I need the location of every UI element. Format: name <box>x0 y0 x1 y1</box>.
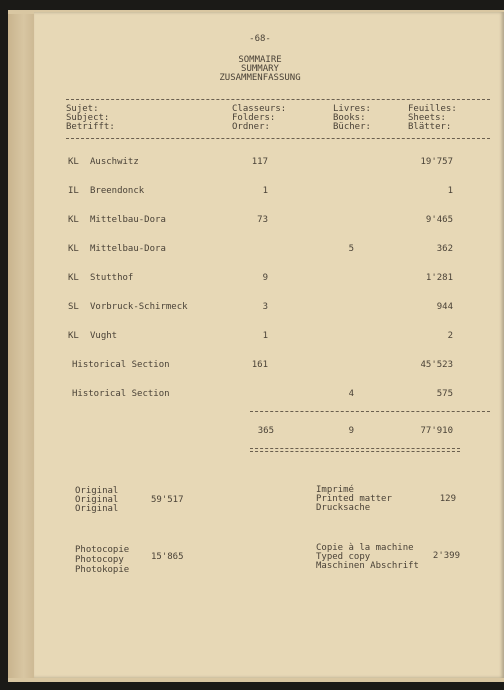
printed-value: 129 <box>439 494 456 504</box>
printed-label-en: Printed matter <box>316 494 392 504</box>
page-number: -68- <box>249 34 271 44</box>
row-folders: 73 <box>257 215 268 225</box>
header-sheets-fr: Feuilles: <box>408 104 457 114</box>
title-en: SUMMARY <box>241 64 279 74</box>
totals-top-rule <box>250 411 490 412</box>
typed-value: 2'399 <box>432 551 460 561</box>
row-prefix: KL <box>68 273 79 283</box>
row-folders: 1 <box>262 331 268 341</box>
row-subject: Historical Section <box>72 389 170 399</box>
row-subject: Vorbruck-Schirmeck <box>90 302 188 312</box>
printed-label-fr: Imprimé <box>316 485 354 495</box>
header-sheets-en: Sheets: <box>408 113 446 123</box>
header-books-en: Books: <box>333 113 366 123</box>
row-sheets: 362 <box>436 244 453 254</box>
row-subject: Stutthof <box>90 273 134 283</box>
photocopy-label-fr: Photocopie <box>75 545 130 555</box>
row-sheets: 1'281 <box>425 273 453 283</box>
row-folders: 161 <box>251 360 268 370</box>
row-prefix: IL <box>68 186 79 196</box>
row-sheets: 1 <box>447 186 453 196</box>
row-folders: 3 <box>262 302 268 312</box>
total-folders: 365 <box>257 426 274 436</box>
row-subject: Auschwitz <box>90 157 139 167</box>
photocopy-label-de: Photokopie <box>75 565 130 575</box>
original-label-fr: Original <box>75 486 119 496</box>
row-sheets: 9'465 <box>425 215 453 225</box>
header-folders-de: Ordner: <box>232 122 270 132</box>
row-prefix: KL <box>68 157 79 167</box>
row-sheets: 575 <box>436 389 453 399</box>
row-prefix: KL <box>68 331 79 341</box>
header-bottom-rule <box>66 138 490 139</box>
photocopy-value: 15'865 <box>151 552 184 562</box>
printed-label-de: Drucksache <box>316 503 371 513</box>
row-folders: 1 <box>262 186 268 196</box>
typed-label-en: Typed copy <box>316 552 371 562</box>
title-fr: SOMMAIRE <box>238 55 282 65</box>
row-subject: Mittelbau-Dora <box>90 244 166 254</box>
row-sheets: 2 <box>447 331 453 341</box>
total-books: 9 <box>348 426 354 436</box>
header-top-rule <box>66 99 490 100</box>
row-sheets: 944 <box>436 302 453 312</box>
header-folders-fr: Classeurs: <box>232 104 287 114</box>
header-books-de: Bücher: <box>333 122 371 132</box>
totals-double-rule <box>250 448 460 452</box>
typed-label-fr: Copie à la machine <box>316 543 414 553</box>
row-prefix: SL <box>68 302 79 312</box>
header-sheets-de: Blätter: <box>408 122 452 132</box>
total-sheets: 77'910 <box>420 426 453 436</box>
row-subject: Mittelbau-Dora <box>90 215 166 225</box>
row-subject: Vught <box>90 331 118 341</box>
header-books-fr: Livres: <box>333 104 371 114</box>
header-subject-de: Betrifft: <box>66 122 115 132</box>
header-subject-fr: Sujet: <box>66 104 99 114</box>
row-subject: Breendonck <box>90 186 145 196</box>
row-folders: 117 <box>251 157 268 167</box>
header-subject-en: Subject: <box>66 113 110 123</box>
row-sheets: 45'523 <box>420 360 453 370</box>
row-prefix: KL <box>68 244 79 254</box>
original-value: 59'517 <box>151 495 184 505</box>
row-books: 4 <box>348 389 354 399</box>
original-label-en: Original <box>75 495 119 505</box>
typed-label-de: Maschinen Abschrift <box>316 561 419 571</box>
original-label-de: Original <box>75 504 119 514</box>
row-subject: Historical Section <box>72 360 170 370</box>
row-prefix: KL <box>68 215 79 225</box>
title-de: ZUSAMMENFASSUNG <box>219 73 301 83</box>
row-sheets: 19'757 <box>420 157 453 167</box>
header-folders-en: Folders: <box>232 113 276 123</box>
row-folders: 9 <box>262 273 268 283</box>
page-edges <box>8 14 34 678</box>
photocopy-label-en: Photocopy <box>75 555 124 565</box>
row-books: 5 <box>348 244 354 254</box>
